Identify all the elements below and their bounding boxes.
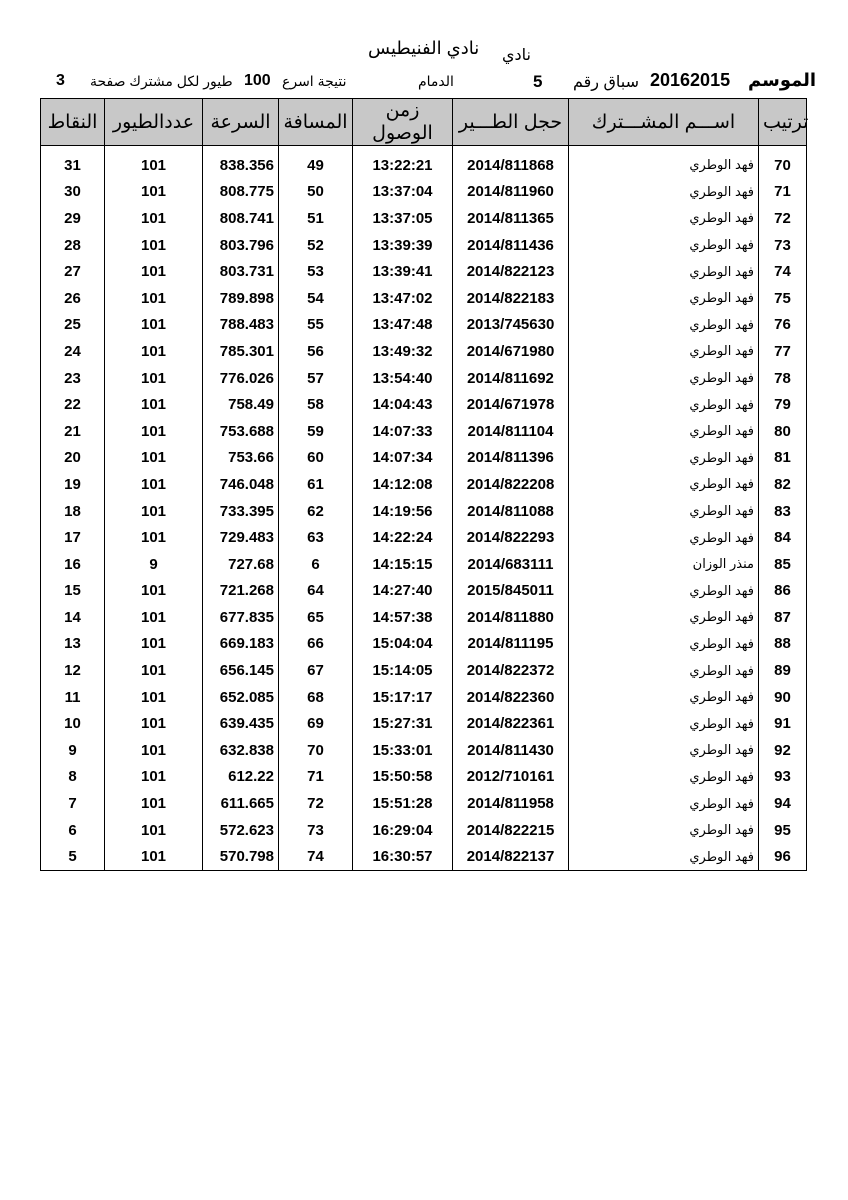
table-row	[41, 843, 807, 870]
table-row	[41, 391, 807, 418]
cell-distance: 6	[279, 551, 353, 578]
cell-points: 25	[41, 312, 105, 339]
cell-distance: 50	[279, 179, 353, 206]
cell-arrival: 13:49:32	[353, 338, 453, 365]
cell-arrival: 14:15:15	[353, 551, 453, 578]
cell-ring: 2014/822360	[453, 684, 569, 711]
cell-distance: 51	[279, 205, 353, 232]
col-header-ring: حجل الطـــير	[453, 99, 569, 146]
cell-name: فهد الوطري	[569, 471, 759, 498]
cell-name: فهد الوطري	[569, 764, 759, 791]
cell-ring: 2015/845011	[453, 578, 569, 605]
page-number: 3	[56, 72, 65, 89]
cell-rank: 76	[759, 312, 807, 339]
cell-arrival: 15:04:04	[353, 631, 453, 658]
cell-distance: 72	[279, 790, 353, 817]
cell-distance: 71	[279, 764, 353, 791]
cell-ring: 2014/671978	[453, 391, 569, 418]
result-label: نتيجة اسرع	[282, 73, 347, 89]
cell-arrival: 14:22:24	[353, 524, 453, 551]
cell-rank: 74	[759, 258, 807, 285]
cell-name: فهد الوطري	[569, 631, 759, 658]
cell-name: فهد الوطري	[569, 657, 759, 684]
cell-birds: 101	[105, 604, 203, 631]
header-row	[41, 99, 807, 146]
cell-name: فهد الوطري	[569, 418, 759, 445]
cell-points: 19	[41, 471, 105, 498]
cell-arrival: 14:27:40	[353, 578, 453, 605]
cell-speed: 677.835	[203, 604, 279, 631]
cell-distance: 57	[279, 365, 353, 392]
cell-name: فهد الوطري	[569, 737, 759, 764]
table-row	[41, 152, 807, 179]
cell-rank: 83	[759, 498, 807, 525]
cell-points: 12	[41, 657, 105, 684]
cell-rank: 94	[759, 790, 807, 817]
cell-points: 21	[41, 418, 105, 445]
cell-ring: 2014/822215	[453, 817, 569, 844]
season-value: 20162015	[650, 70, 731, 90]
cell-arrival: 16:29:04	[353, 817, 453, 844]
club-label: نادي	[502, 47, 531, 64]
cell-speed: 652.085	[203, 684, 279, 711]
cell-points: 16	[41, 551, 105, 578]
cell-arrival: 15:27:31	[353, 710, 453, 737]
cell-speed: 788.483	[203, 312, 279, 339]
cell-rank: 91	[759, 710, 807, 737]
cell-name: فهد الوطري	[569, 285, 759, 312]
cell-birds: 101	[105, 737, 203, 764]
cell-birds: 101	[105, 418, 203, 445]
table-row	[41, 179, 807, 206]
table-row	[41, 578, 807, 605]
cell-distance: 65	[279, 604, 353, 631]
cell-arrival: 14:07:34	[353, 445, 453, 472]
cell-birds: 101	[105, 684, 203, 711]
cell-name: فهد الوطري	[569, 391, 759, 418]
cell-name: فهد الوطري	[569, 179, 759, 206]
cell-speed: 776.026	[203, 365, 279, 392]
cell-birds: 101	[105, 498, 203, 525]
race-number: 5	[533, 72, 543, 91]
cell-ring: 2014/811692	[453, 365, 569, 392]
cell-name: فهد الوطري	[569, 232, 759, 259]
cell-name: فهد الوطري	[569, 604, 759, 631]
cell-distance: 66	[279, 631, 353, 658]
table-row	[41, 764, 807, 791]
cell-speed: 570.798	[203, 843, 279, 870]
table-row	[41, 631, 807, 658]
cell-arrival: 15:50:58	[353, 764, 453, 791]
table-row	[41, 445, 807, 472]
cell-arrival: 13:47:48	[353, 312, 453, 339]
table-row	[41, 498, 807, 525]
cell-speed: 838.356	[203, 152, 279, 179]
cell-rank: 95	[759, 817, 807, 844]
cell-ring: 2012/710161	[453, 764, 569, 791]
table-row	[41, 790, 807, 817]
cell-distance: 54	[279, 285, 353, 312]
cell-birds: 101	[105, 365, 203, 392]
cell-distance: 64	[279, 578, 353, 605]
cell-arrival: 16:30:57	[353, 843, 453, 870]
cell-points: 30	[41, 179, 105, 206]
cell-rank: 78	[759, 365, 807, 392]
cell-ring: 2014/811396	[453, 445, 569, 472]
cell-points: 27	[41, 258, 105, 285]
cell-ring: 2014/822183	[453, 285, 569, 312]
cell-arrival: 13:39:41	[353, 258, 453, 285]
cell-rank: 90	[759, 684, 807, 711]
cell-distance: 55	[279, 312, 353, 339]
cell-speed: 746.048	[203, 471, 279, 498]
cell-rank: 89	[759, 657, 807, 684]
cell-arrival: 14:07:33	[353, 418, 453, 445]
cell-birds: 101	[105, 205, 203, 232]
cell-speed: 785.301	[203, 338, 279, 365]
cell-points: 8	[41, 764, 105, 791]
cell-ring: 2014/822137	[453, 843, 569, 870]
cell-name: فهد الوطري	[569, 578, 759, 605]
cell-distance: 70	[279, 737, 353, 764]
cell-distance: 69	[279, 710, 353, 737]
cell-rank: 81	[759, 445, 807, 472]
cell-arrival: 14:12:08	[353, 471, 453, 498]
cell-birds: 101	[105, 657, 203, 684]
cell-arrival: 13:22:21	[353, 152, 453, 179]
cell-rank: 87	[759, 604, 807, 631]
cell-name: فهد الوطري	[569, 365, 759, 392]
cell-name: فهد الوطري	[569, 710, 759, 737]
cell-birds: 101	[105, 578, 203, 605]
cell-points: 24	[41, 338, 105, 365]
cell-points: 11	[41, 684, 105, 711]
cell-ring: 2014/811868	[453, 152, 569, 179]
cell-points: 22	[41, 391, 105, 418]
cell-points: 18	[41, 498, 105, 525]
cell-birds: 101	[105, 338, 203, 365]
cell-speed: 808.741	[203, 205, 279, 232]
cell-arrival: 13:47:02	[353, 285, 453, 312]
cell-speed: 803.796	[203, 232, 279, 259]
cell-points: 29	[41, 205, 105, 232]
cell-points: 5	[41, 843, 105, 870]
table-row	[41, 258, 807, 285]
cell-distance: 74	[279, 843, 353, 870]
cell-rank: 73	[759, 232, 807, 259]
cell-points: 17	[41, 524, 105, 551]
cell-rank: 75	[759, 285, 807, 312]
cell-arrival: 15:51:28	[353, 790, 453, 817]
cell-speed: 789.898	[203, 285, 279, 312]
cell-speed: 721.268	[203, 578, 279, 605]
col-header-name: اســـم المشـــترك	[569, 99, 759, 146]
cell-speed: 753.66	[203, 445, 279, 472]
table-row	[41, 657, 807, 684]
cell-ring: 2014/671980	[453, 338, 569, 365]
cell-birds: 101	[105, 524, 203, 551]
cell-ring: 2014/811960	[453, 179, 569, 206]
cell-points: 14	[41, 604, 105, 631]
cell-arrival: 13:37:04	[353, 179, 453, 206]
cell-arrival: 14:04:43	[353, 391, 453, 418]
cell-rank: 79	[759, 391, 807, 418]
cell-points: 7	[41, 790, 105, 817]
cell-name: فهد الوطري	[569, 524, 759, 551]
table-row	[41, 205, 807, 232]
cell-birds: 101	[105, 391, 203, 418]
table-row	[41, 684, 807, 711]
cell-birds: 101	[105, 152, 203, 179]
cell-rank: 85	[759, 551, 807, 578]
table-row	[41, 365, 807, 392]
cell-name: فهد الوطري	[569, 312, 759, 339]
col-header-points: النقاط	[41, 99, 105, 146]
cell-speed: 669.183	[203, 631, 279, 658]
cell-birds: 101	[105, 843, 203, 870]
cell-name: فهد الوطري	[569, 684, 759, 711]
table-row	[41, 471, 807, 498]
cell-birds: 101	[105, 285, 203, 312]
cell-name: فهد الوطري	[569, 843, 759, 870]
table-row	[41, 710, 807, 737]
cell-speed: 656.145	[203, 657, 279, 684]
cell-points: 28	[41, 232, 105, 259]
cell-rank: 82	[759, 471, 807, 498]
cell-ring: 2014/822123	[453, 258, 569, 285]
cell-distance: 58	[279, 391, 353, 418]
results-table	[40, 98, 807, 871]
cell-points: 9	[41, 737, 105, 764]
cell-speed: 727.68	[203, 551, 279, 578]
cell-speed: 632.838	[203, 737, 279, 764]
table-row	[41, 418, 807, 445]
cell-distance: 68	[279, 684, 353, 711]
cell-rank: 72	[759, 205, 807, 232]
cell-ring: 2014/683111	[453, 551, 569, 578]
cell-rank: 86	[759, 578, 807, 605]
cell-ring: 2014/811958	[453, 790, 569, 817]
cell-arrival: 14:57:38	[353, 604, 453, 631]
cell-distance: 67	[279, 657, 353, 684]
cell-points: 20	[41, 445, 105, 472]
cell-rank: 96	[759, 843, 807, 870]
cell-arrival: 14:19:56	[353, 498, 453, 525]
cell-arrival: 13:37:05	[353, 205, 453, 232]
col-header-birds: عددالطيور	[105, 99, 203, 146]
cell-points: 6	[41, 817, 105, 844]
cell-birds: 101	[105, 179, 203, 206]
col-header-rank: ترتيب	[759, 99, 807, 146]
result-number: 100	[244, 72, 271, 89]
cell-name: فهد الوطري	[569, 205, 759, 232]
col-header-distance: المسافة	[279, 99, 353, 146]
table-row	[41, 524, 807, 551]
birds-per-page-label: طيور لكل مشترك صفحة	[90, 73, 233, 89]
table-row	[41, 817, 807, 844]
season-label: الموسم	[748, 70, 817, 90]
cell-arrival: 13:39:39	[353, 232, 453, 259]
cell-rank: 77	[759, 338, 807, 365]
cell-arrival: 15:33:01	[353, 737, 453, 764]
cell-ring: 2014/811430	[453, 737, 569, 764]
cell-speed: 753.688	[203, 418, 279, 445]
cell-birds: 101	[105, 710, 203, 737]
table-row	[41, 232, 807, 259]
cell-rank: 93	[759, 764, 807, 791]
cell-rank: 70	[759, 152, 807, 179]
cell-distance: 52	[279, 232, 353, 259]
cell-ring: 2014/811880	[453, 604, 569, 631]
cell-birds: 101	[105, 764, 203, 791]
cell-birds: 9	[105, 551, 203, 578]
cell-arrival: 13:54:40	[353, 365, 453, 392]
cell-name: منذر الوزان	[569, 551, 759, 578]
cell-speed: 733.395	[203, 498, 279, 525]
cell-rank: 71	[759, 179, 807, 206]
cell-ring: 2014/811088	[453, 498, 569, 525]
cell-arrival: 15:17:17	[353, 684, 453, 711]
cell-birds: 101	[105, 445, 203, 472]
cell-ring: 2014/811104	[453, 418, 569, 445]
cell-ring: 2014/811365	[453, 205, 569, 232]
cell-points: 10	[41, 710, 105, 737]
cell-name: فهد الوطري	[569, 817, 759, 844]
cell-ring: 2014/822372	[453, 657, 569, 684]
cell-name: فهد الوطري	[569, 790, 759, 817]
cell-points: 31	[41, 152, 105, 179]
cell-points: 13	[41, 631, 105, 658]
cell-ring: 2014/811436	[453, 232, 569, 259]
table-row	[41, 285, 807, 312]
cell-speed: 808.775	[203, 179, 279, 206]
cell-speed: 611.665	[203, 790, 279, 817]
table-row	[41, 737, 807, 764]
cell-speed: 758.49	[203, 391, 279, 418]
cell-birds: 101	[105, 232, 203, 259]
cell-birds: 101	[105, 631, 203, 658]
cell-distance: 62	[279, 498, 353, 525]
cell-birds: 101	[105, 312, 203, 339]
cell-ring: 2014/822361	[453, 710, 569, 737]
cell-distance: 59	[279, 418, 353, 445]
cell-speed: 572.623	[203, 817, 279, 844]
cell-distance: 63	[279, 524, 353, 551]
cell-birds: 101	[105, 471, 203, 498]
cell-distance: 61	[279, 471, 353, 498]
cell-rank: 80	[759, 418, 807, 445]
col-header-speed: السرعة	[203, 99, 279, 146]
cell-arrival: 15:14:05	[353, 657, 453, 684]
club-name: نادي الفنيطيس	[368, 38, 480, 58]
cell-name: فهد الوطري	[569, 258, 759, 285]
race-label: سباق رقم	[573, 74, 639, 91]
cell-speed: 639.435	[203, 710, 279, 737]
col-header-arrival: زمن الوصول	[353, 99, 453, 146]
table-row	[41, 338, 807, 365]
cell-speed: 612.22	[203, 764, 279, 791]
cell-points: 15	[41, 578, 105, 605]
cell-ring: 2013/745630	[453, 312, 569, 339]
cell-points: 23	[41, 365, 105, 392]
cell-ring: 2014/822208	[453, 471, 569, 498]
cell-distance: 60	[279, 445, 353, 472]
cell-birds: 101	[105, 817, 203, 844]
cell-distance: 56	[279, 338, 353, 365]
cell-rank: 84	[759, 524, 807, 551]
cell-name: فهد الوطري	[569, 338, 759, 365]
city-label: الدمام	[418, 73, 454, 89]
cell-ring: 2014/822293	[453, 524, 569, 551]
cell-distance: 53	[279, 258, 353, 285]
table-row	[41, 551, 807, 578]
cell-distance: 49	[279, 152, 353, 179]
cell-name: فهد الوطري	[569, 498, 759, 525]
cell-name: فهد الوطري	[569, 152, 759, 179]
table-row	[41, 312, 807, 339]
cell-speed: 803.731	[203, 258, 279, 285]
cell-distance: 73	[279, 817, 353, 844]
cell-points: 26	[41, 285, 105, 312]
cell-name: فهد الوطري	[569, 445, 759, 472]
cell-birds: 101	[105, 790, 203, 817]
cell-speed: 729.483	[203, 524, 279, 551]
cell-ring: 2014/811195	[453, 631, 569, 658]
table-row	[41, 604, 807, 631]
cell-rank: 88	[759, 631, 807, 658]
cell-birds: 101	[105, 258, 203, 285]
cell-rank: 92	[759, 737, 807, 764]
